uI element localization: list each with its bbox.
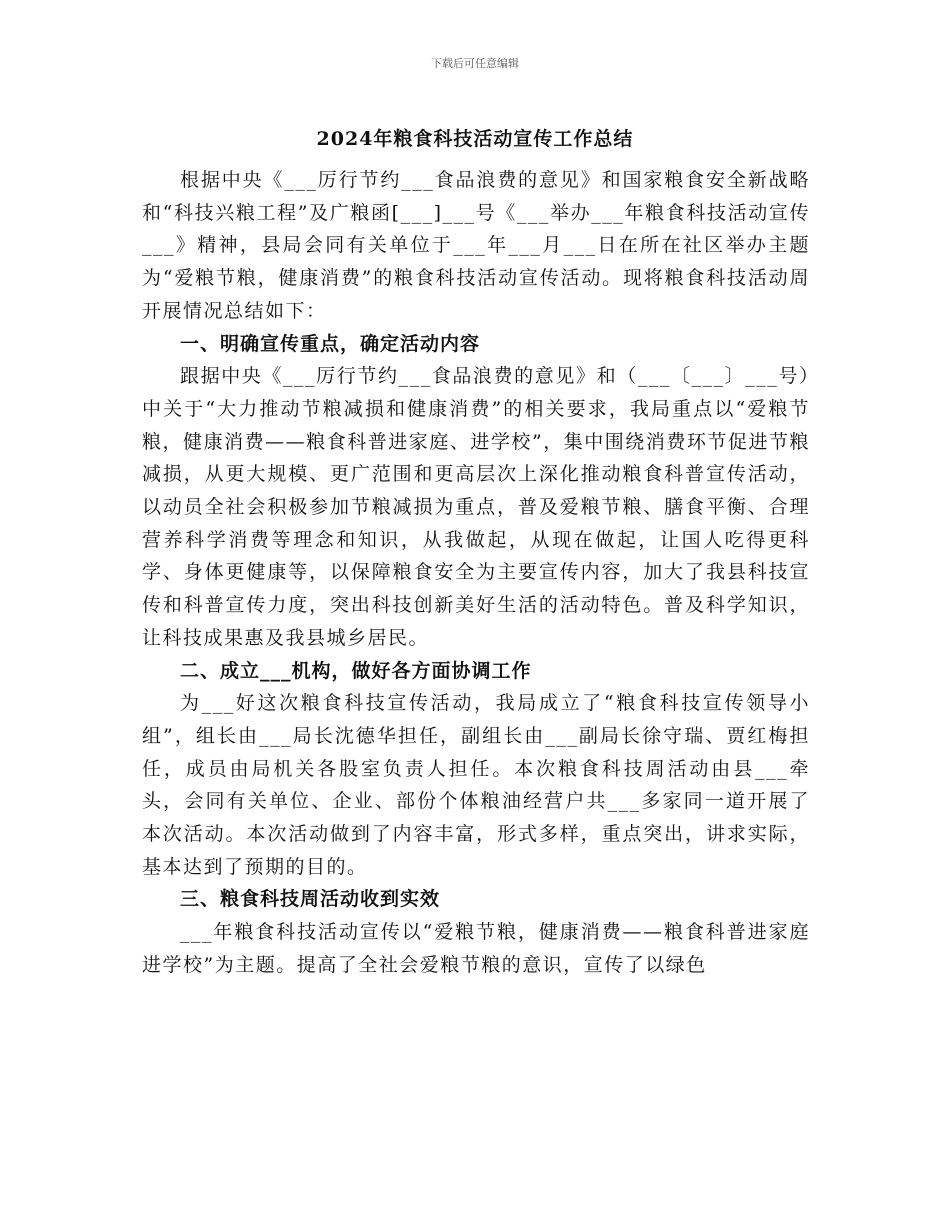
section-3-heading: 三、粮食科技周活动收到实效 <box>180 888 441 911</box>
document-title: 2024年粮食科技活动宣传工作总结 <box>316 128 634 150</box>
intro-paragraph: 根据中央《___厉行节约___食品浪费的意见》和国家粮食安全新战略和“科技兴粮工程”及广粮函[___]___号《___举办___年粮食科技活动宣传___》精神，县局会同有关单位于___年___月___日在所在社区举办主题为“爱粮节粮，健康消费”的粮食科技活动宣传活动。现将粮食科技活动周开展情况总结如下： <box>142 169 810 322</box>
header-note: 下载后可任意编辑 <box>431 57 519 70</box>
section-1-heading: 一、明确宣传重点，确定活动内容 <box>180 332 481 355</box>
document-body <box>142 164 810 982</box>
section-1-paragraph: 跟据中央《___厉行节约___食品浪费的意见》和（___〔___〕___号）中关于“大力推动节粮减损和健康消费”的相关要求，我局重点以“爱粮节粮，健康消费——粮食科普进家庭、进学校”，集中围绕消费环节促进节粮减损，从更大规模、更广范围和更高层次上深化推动粮食科普宣传活动，以动员全社会积极参加节粮减损为重点，普及爱粮节粮、膳食平衡、合理营养科学消费等理念和知识，从我做起，从现在做起，让国人吃得更科学、身体更健康等，以保障粮食安全为主要宣传内容，加大了我县科技宣传和科普宣传力度，突出科技创新美好生活的活动特色。普及科学知识，让科技成果惠及我县城乡居民。 <box>142 365 810 649</box>
section-3-paragraph: ___年粮食科技活动宣传以“爱粮节粮，健康消费——粮食科普进家庭进学校”为主题。提高了全社会爱粮节粮的意识，宣传了以绿色 <box>142 921 810 976</box>
section-2-paragraph: 为___好这次粮食科技宣传活动，我局成立了“粮食科技宣传领导小组”，组长由___局长沈德华担任，副组长由___副局长徐守瑞、贾红梅担任，成员由局机关各股室负责人担任。本次粮食科技周活动由县___牵头，会同有关单位、企业、部份个体粮油经营户共___多家同一道开展了本次活动。本次活动做到了内容丰富，形式多样，重点突出，讲求实际，基本达到了预期的目的。 <box>142 692 810 878</box>
section-2-heading: 二、成立___机构，做好各方面协调工作 <box>180 659 532 682</box>
